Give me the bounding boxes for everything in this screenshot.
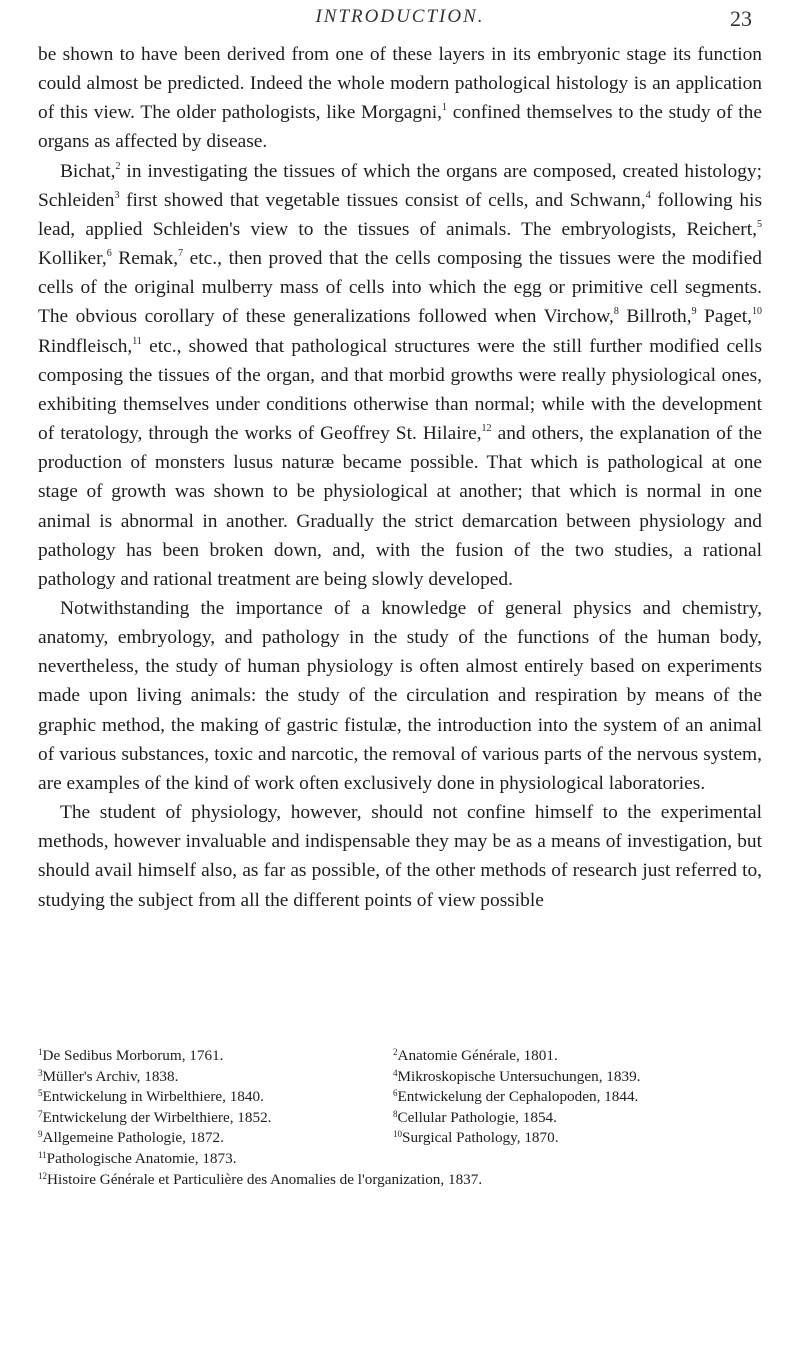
footnote-number: 6 [393, 1088, 398, 1099]
page-header [0, 6, 800, 36]
footnote-ref: 7 [178, 248, 184, 260]
footnote-ref: 8 [613, 306, 619, 318]
footnote-number: 5 [38, 1088, 43, 1099]
footnote-number: 2 [393, 1047, 398, 1057]
text-run: etc., showed that pathological structures were the still further modified cells composing the tissues of the organ, and that morbid growths were really physiological ones, exhibiting themselves under conditions otherwise than normal; while with the development of teratology, through the works of Geoffrey St. Hilaire, [38, 335, 762, 445]
footnote [38, 1087, 393, 1108]
footnote [38, 1046, 393, 1067]
footnote [393, 1046, 762, 1067]
text-run: Paget, [696, 306, 753, 328]
footnote [38, 1149, 762, 1170]
paragraph [38, 157, 762, 594]
footnote [393, 1128, 762, 1149]
footnote-ref: 4 [645, 189, 651, 201]
body-text [38, 40, 762, 915]
footnote-number: 9 [38, 1129, 43, 1140]
text-run: The student of physiology, however, should not confine himself to the experimental methods, however invaluable and indispensable they may be as a means of investigation, but should avail himself also, as far as possible, of the other methods of research just referred to, studying the subject from all the different points of view possible [38, 802, 762, 911]
footnote-text: Pathologische Anatomie, 1873. [46, 1149, 237, 1167]
footnote-text: Surgical Pathology, 1870. [402, 1129, 559, 1147]
footnote-text: Mikroskopische Untersuchungen, 1839. [397, 1067, 641, 1085]
footnote-number: 7 [38, 1108, 43, 1119]
text-run: Remak, [111, 248, 179, 270]
paragraph [38, 798, 762, 915]
footnote-number: 12 [38, 1170, 47, 1181]
footnote [38, 1128, 393, 1149]
footnote-number: 11 [38, 1149, 47, 1160]
footnote-text: Müller's Archiv, 1838. [42, 1067, 179, 1085]
footnote-ref: 12 [481, 423, 492, 435]
footnote-text: Anatomie Générale, 1801. [397, 1047, 558, 1064]
text-run: Rindfleisch, [38, 335, 133, 357]
text-run: confined themselves to the study of the organs as affected by disease. [38, 102, 762, 153]
text-run: etc., then proved that the cells composing the tissues were the modified cells of the original mulberry mass of cells into which the egg or primitive cell segments. The obvious corollary of these generalizations followed when Virchow, [38, 248, 762, 328]
text-run: Kolliker, [38, 248, 107, 270]
footnote [38, 1170, 762, 1191]
running-head: INTRODUCTION. [315, 6, 485, 27]
paragraph [38, 594, 762, 798]
paragraph [38, 40, 762, 157]
footnote [393, 1067, 762, 1088]
footnote-ref: 1 [442, 102, 448, 114]
footnote-ref: 10 [752, 306, 763, 318]
footnote [38, 1067, 393, 1088]
text-run: first showed that vegetable tissues consist of cells, and Schwann, [119, 189, 646, 211]
text-run: Billroth, [618, 306, 692, 328]
text-run: in investigating the tissues of which the organs are composed, created histology; Schleiden [38, 160, 762, 211]
text-run: Notwithstanding the importance of a knowledge of general physics and chemistry, anatomy, embryology, and pathology in the study of the functions of the human body, nevertheless, the study of human physiology is often almost entirely based on experiments made upon living animals: the study of the circulation and respiration by means of the graphic method, the making of gastric fistulæ, the introduction into the system of an animal of various substances, toxic and narcotic, the removal of various parts of the nervous system, are examples of the kind of work often exclusively done in physiological laboratories. [38, 597, 762, 794]
text-run: Bichat, [60, 160, 116, 182]
footnote-text: Histoire Générale et Particulière des Anomalies de l'organization, 1837. [47, 1170, 483, 1188]
footnote-ref: 5 [757, 218, 762, 230]
footnote-text: De Sedibus Morborum, 1761. [42, 1047, 224, 1064]
footnote-number: 8 [393, 1108, 398, 1119]
footnote-text: Entwickelung in Wirbelthiere, 1840. [42, 1088, 264, 1106]
text-run: and others, the explanation of the production of monsters lusus naturæ became possible. That which is pathological at one stage of growth was shown to be physiological at another; that which is normal in one animal is abnormal in another. Gradually the strict demarcation between physiology and pathology has been broken down, and, with the fusion of the two studies, a rational pathology and rational treatment are being slowly developed. [38, 423, 762, 590]
footnote-ref: 3 [114, 189, 120, 201]
footnote [393, 1087, 762, 1108]
footnote-text: Cellular Pathologie, 1854. [397, 1108, 557, 1126]
footnote-number: 4 [393, 1067, 398, 1078]
footnote-text: Allgemeine Pathologie, 1872. [42, 1129, 224, 1147]
footnote-ref: 2 [115, 160, 121, 172]
footnote-text: Entwickelung der Wirbelthiere, 1852. [42, 1108, 272, 1126]
footnote-number: 1 [38, 1047, 43, 1057]
footnotes [38, 1046, 762, 1190]
page-number: 23 [730, 6, 752, 31]
footnote-number: 3 [38, 1067, 43, 1078]
footnote-number: 10 [393, 1129, 402, 1140]
footnote-text: Entwickelung der Cephalopoden, 1844. [397, 1088, 639, 1106]
footnote [393, 1108, 762, 1129]
footnote-ref: 9 [691, 306, 697, 318]
text-run: following his lead, applied Schleiden's view to the tissues of animals. The embryologists, Reichert, [38, 189, 762, 240]
text-run: be shown to have been derived from one of these layers in its embryonic stage its function could almost be predicted. Indeed the whole modern pathological histology is an application of this view. The older pathologists, like Morgagni, [38, 44, 762, 124]
footnote [38, 1108, 393, 1129]
footnote-ref: 11 [132, 335, 142, 347]
footnote-ref: 6 [106, 248, 112, 260]
